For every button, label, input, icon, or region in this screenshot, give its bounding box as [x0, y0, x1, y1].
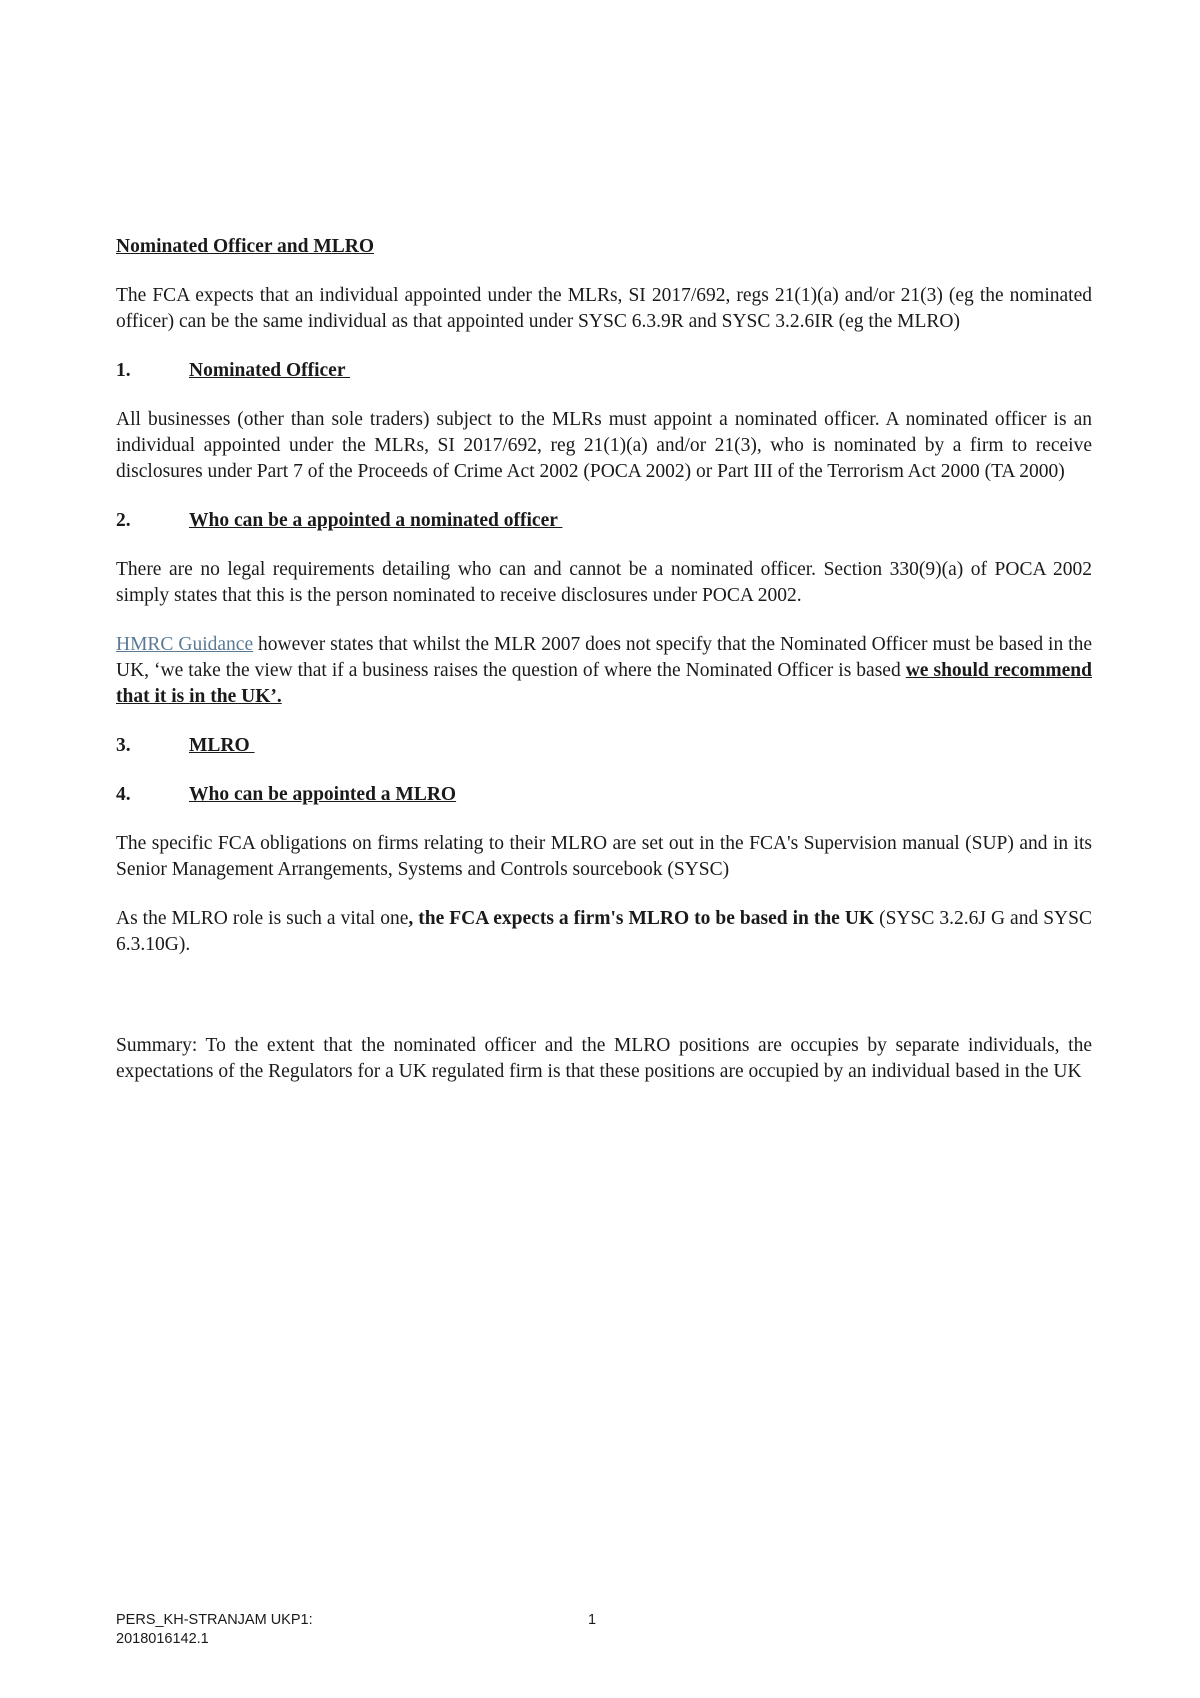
footer-reference-line-2: 2018016142.1 [116, 1631, 209, 1647]
section-3-title: MLRO [189, 735, 255, 756]
mlro-location-text: As the MLRO role is such a vital one [116, 908, 409, 929]
section-2-number: 2. [116, 510, 131, 531]
mlro-location-paragraph [116, 906, 1092, 958]
mlro-location-reference: (SYSC 3.2.6J G and SYSC 6.3.10G). [116, 908, 1092, 955]
summary-paragraph: Summary: To the extent that the nominated officer and the MLRO positions are occupies by separate individuals, the expectations of the Regulators for a UK regulated firm is that these positions are occupied by an individual based in the UK [116, 1035, 1092, 1082]
hmrc-guidance-paragraph [116, 632, 1092, 710]
section-1-number: 1. [116, 360, 131, 381]
section-4-number: 4. [116, 784, 131, 805]
mlro-location-emphasis: , the FCA expects a firm's MLRO to be based in the UK [408, 908, 875, 929]
hmrc-guidance-emphasis: we should recommend that it is in the UK’. [116, 660, 1092, 707]
hmrc-guidance-link[interactable]: HMRC Guidance [116, 634, 254, 655]
footer-page-number: 1 [588, 1612, 597, 1628]
hmrc-guidance-text: however states that whilst the MLR 2007 does not specify that the Nominated Officer must be based in the UK, ‘we take the view that if a business raises the question of where the Nominated Officer is based [116, 634, 1092, 681]
footer-reference-line-1: PERS_KH-STRANJAM UKP1: [116, 1612, 313, 1628]
section-4-paragraph: The specific FCA obligations on firms relating to their MLRO are set out in the FCA's Supervision manual (SUP) and in its Senior Management Arrangements, Systems and Controls sourcebook (SYSC) [116, 833, 1092, 880]
footer-document-reference [116, 1611, 416, 1649]
section-1-paragraph: All businesses (other than sole traders) subject to the MLRs must appoint a nominated officer. A nominated officer is an individual appointed under the MLRs, SI 2017/692, reg 21(1)(a) and/or 21(3), who is nominated by a firm to receive disclosures under Part 7 of the Proceeds of Crime Act 2002 (POCA 2002) or Part III of the Terrorism Act 2000 (TA 2000) [116, 409, 1092, 482]
section-3-heading [116, 733, 1092, 759]
section-2-paragraph: There are no legal requirements detailing who can and cannot be a nominated officer. Section 330(9)(a) of POCA 2002 simply states that this is the person nominated to receive disclosures under POCA 2002. [116, 559, 1092, 606]
document-body [116, 234, 1092, 1085]
section-2-heading [116, 508, 1092, 534]
section-3-number: 3. [116, 735, 131, 756]
section-2-title: Who can be a appointed a nominated officer [189, 510, 563, 531]
section-4-heading [116, 782, 1092, 808]
section-1-heading [116, 358, 1092, 384]
intro-paragraph: The FCA expects that an individual appointed under the MLRs, SI 2017/692, regs 21(1)(a) and/or 21(3) (eg the nominated officer) can be the same individual as that appointed under SYSC 6.3.9R and SYSC 3.2.6IR (eg the MLRO) [116, 285, 1092, 332]
section-4-title: Who can be appointed a MLRO [189, 784, 457, 805]
document-title: Nominated Officer and MLRO [116, 236, 374, 257]
section-1-title: Nominated Officer [189, 360, 351, 381]
